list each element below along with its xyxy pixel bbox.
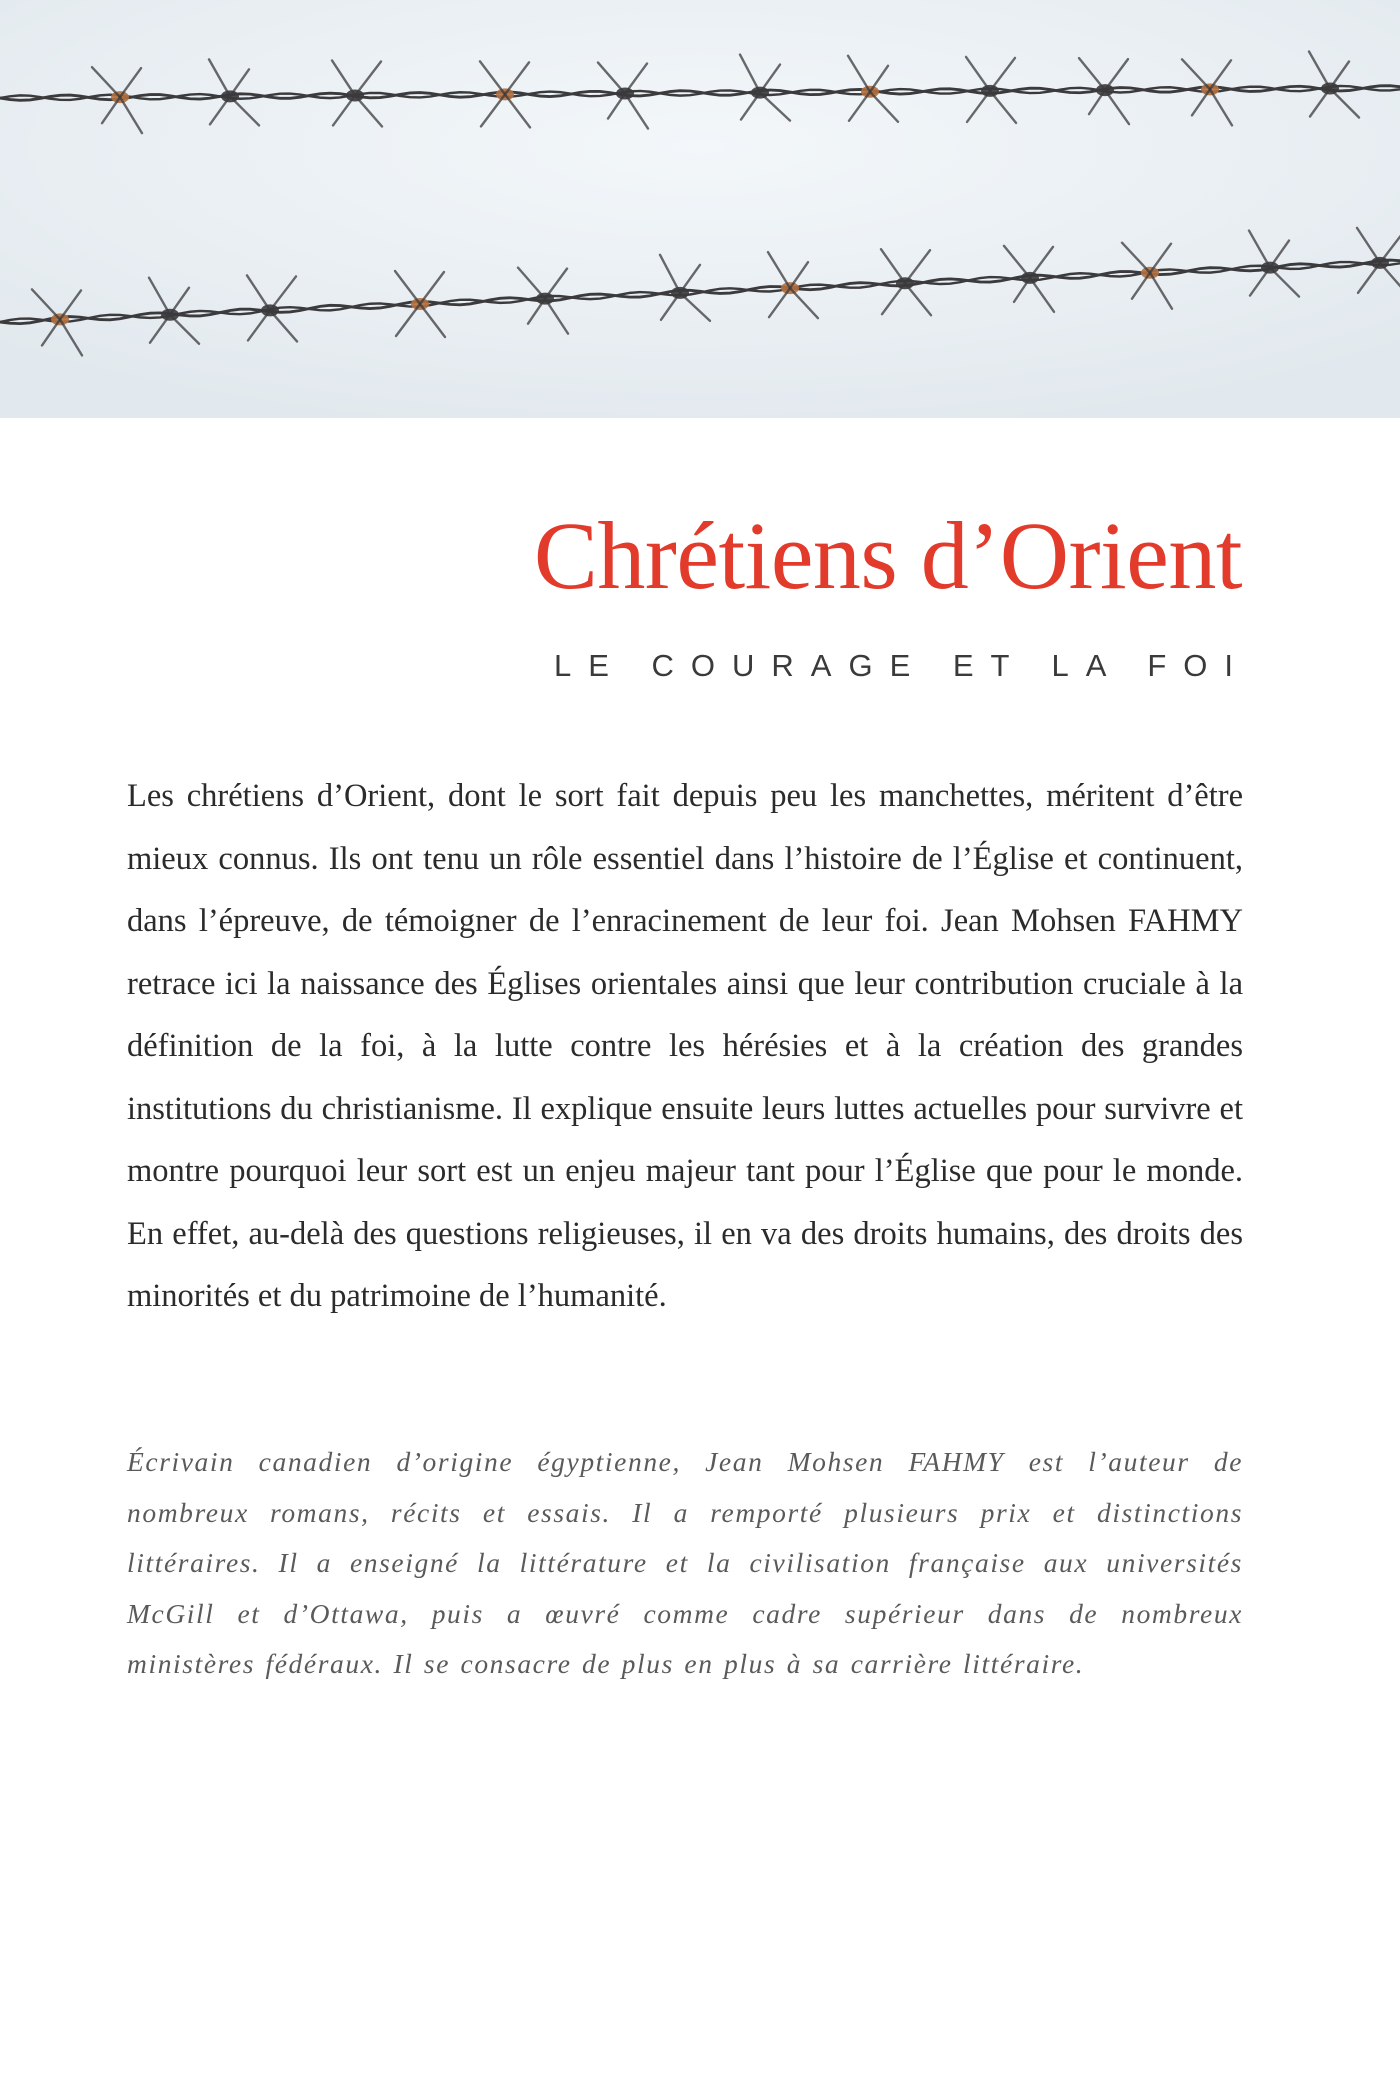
author-bio: Écrivain canadien d’origine égyptienne, Jean Mohsen FAHMY est l’auteur de nombreux romans, récits et essais. Il a remporté plusieurs prix et distinctions littéraires. Il a enseigné la littérature et la civilisation française aux universités McGill et d’Ottawa, puis a œuvré comme cadre supérieur dans de nombreux ministères fédéraux. Il se consacre de plus en plus à sa carrière littéraire.: [127, 1446, 1243, 1679]
book-description: Les chrétiens d’Orient, dont le sort fait depuis peu les manchettes, méritent d’être mieux connus. Ils ont tenu un rôle essentiel dans l’histoire de l’Église et continuent, dans l’épreuve, de témoigner de l’enracinement de leur foi. Jean Mohsen FAHMY retrace ici la naissance des Églises orientales ainsi que leur contribution cruciale à la définition de la foi, à la lutte contre les hérésies et à la création des grandes institutions du christianisme. Il explique ensuite leurs luttes actuelles pour survivre et montre pourquoi leur sort est un enjeu majeur tant pour l’Église que pour le monde. En effet, au-delà des questions religieuses, il en va des droits humains, des droits des minorités et du patrimoine de l’humanité.: [127, 778, 1243, 1314]
barbed-wire-photo: [0, 0, 1400, 418]
book-subtitle: LE COURAGE ET LA FOI: [553, 648, 1250, 683]
book-title: Chrétiens d’Orient: [533, 502, 1242, 609]
barbed-wire-illustration: [0, 0, 1400, 418]
